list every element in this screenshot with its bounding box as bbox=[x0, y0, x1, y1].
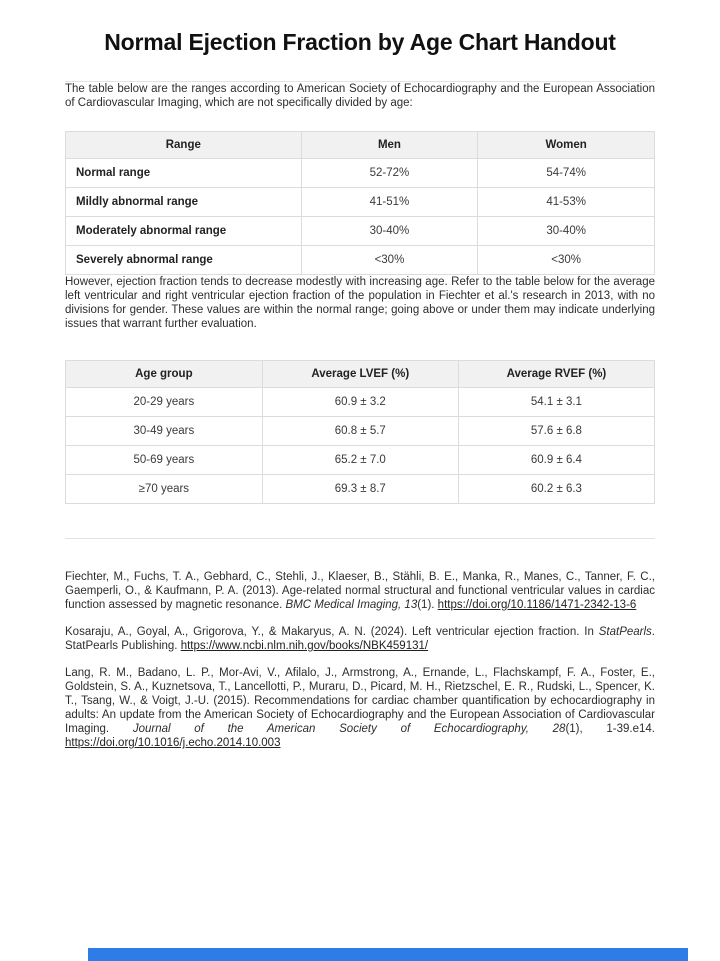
table-row bbox=[66, 217, 655, 246]
reference-link[interactable]: https://www.ncbi.nlm.nih.gov/books/NBK459131/ bbox=[180, 640, 429, 652]
row-label-cell: Normal range bbox=[66, 159, 302, 188]
page-title: Normal Ejection Fraction by Age Chart Handout bbox=[104, 29, 616, 55]
ef-by-age-table bbox=[65, 360, 655, 504]
table-row bbox=[66, 188, 655, 217]
column-header: Age group bbox=[66, 361, 263, 388]
reference-link[interactable]: https://doi.org/10.1186/1471-2342-13-6 bbox=[437, 599, 637, 611]
value-cell: 41-51% bbox=[301, 188, 478, 217]
row-label-cell: Mildly abnormal range bbox=[66, 188, 302, 217]
value-cell: 41-53% bbox=[478, 188, 655, 217]
value-cell: 57.6 ± 6.8 bbox=[458, 417, 654, 446]
column-header: Average RVEF (%) bbox=[458, 361, 654, 388]
reference-italic-text: BMC Medical Imaging, 13 bbox=[285, 599, 418, 611]
value-cell: 60.9 ± 6.4 bbox=[458, 446, 654, 475]
reference-text: (1). bbox=[417, 599, 438, 611]
reference-text: Kosaraju, A., Goyal, A., Grigorova, Y., & Makaryus, A. N. (2024). Left ventricular ejection fraction. In bbox=[65, 626, 599, 638]
table-row bbox=[66, 475, 655, 504]
table-row bbox=[66, 246, 655, 275]
value-cell: 60.9 ± 3.2 bbox=[262, 388, 458, 417]
document-page bbox=[0, 28, 720, 750]
reference-italic-text: StatPearls bbox=[598, 626, 652, 638]
reference-text: Lang, R. M., Badano, L. P., Mor-Avi, V., Afilalo, J., Armstrong, A., Ernande, L., Flachskampf, F. A., Foster, E., Goldstein, S. A., Kuznetsova, T., Lancellotti, P., Muraru, D., Picard, M. H., Rietzschel, E. R., Rudski, L., Spencer, K. T., Tsang, W., & Voigt, J.-U. (2015). Recommendations for cardiac chamber quantification by echocardiography in adults: An update from the American Society of Echocardiography and the European Association of Cardiovascular Imaging. bbox=[65, 667, 655, 735]
row-label-cell: Moderately abnormal range bbox=[66, 217, 302, 246]
reference-text: . StatPearls Publishing. bbox=[65, 626, 655, 652]
table-row bbox=[66, 446, 655, 475]
column-header: Range bbox=[66, 132, 302, 159]
intro-paragraph: The table below are the ranges according to American Society of Echocardiography and the European Association of Cardiovascular Imaging, which are not specifically divided by age: bbox=[65, 83, 655, 109]
value-cell: 30-40% bbox=[301, 217, 478, 246]
header-row bbox=[66, 132, 655, 159]
column-header: Men bbox=[301, 132, 478, 159]
references-divider bbox=[65, 538, 655, 539]
row-label-cell: Severely abnormal range bbox=[66, 246, 302, 275]
table-row bbox=[66, 388, 655, 417]
table-row bbox=[66, 159, 655, 188]
row-label-cell: 30-49 years bbox=[66, 417, 263, 446]
reference-italic-text: Journal of the American Society of Echocardiography, 28 bbox=[132, 723, 566, 735]
value-cell: 60.2 ± 6.3 bbox=[458, 475, 654, 504]
value-cell: 54-74% bbox=[478, 159, 655, 188]
reference-text: (1), 1-39.e14. bbox=[565, 723, 655, 735]
value-cell: 54.1 ± 3.1 bbox=[458, 388, 654, 417]
value-cell: 65.2 ± 7.0 bbox=[262, 446, 458, 475]
ef-range-table bbox=[65, 131, 655, 275]
value-cell: 52-72% bbox=[301, 159, 478, 188]
reference-entry bbox=[65, 666, 655, 750]
row-label-cell: 50-69 years bbox=[66, 446, 263, 475]
value-cell: <30% bbox=[301, 246, 478, 275]
column-header: Average LVEF (%) bbox=[262, 361, 458, 388]
reference-link[interactable]: https://doi.org/10.1016/j.echo.2014.10.003 bbox=[65, 737, 281, 749]
reference-entry bbox=[65, 625, 655, 653]
reference-text: Fiechter, M., Fuchs, T. A., Gebhard, C., Stehli, J., Klaeser, B., Stähli, B. E., Manka, R., Manes, C., Tanner, F. C., Gaemperli, O., & Kaufmann, P. A. (2013). Age-related normal structural and functional ventricular values in cardiac function assessed by magnetic resonance. bbox=[65, 571, 655, 611]
value-cell: <30% bbox=[478, 246, 655, 275]
age-trend-paragraph: However, ejection fraction tends to decrease modestly with increasing age. Refer to the table below for the average left ventricular and right ventricular ejection fraction of the population in Fiechter et al.'s research in 2013, with no divisions for gender. These values are within the normal range; going above or under them may indicate underlying issues that warrant further evaluation. bbox=[65, 276, 655, 330]
row-label-cell: 20-29 years bbox=[66, 388, 263, 417]
header-row bbox=[66, 361, 655, 388]
column-header: Women bbox=[478, 132, 655, 159]
references-section bbox=[65, 570, 655, 750]
reference-entry bbox=[65, 570, 655, 612]
row-label-cell: ≥70 years bbox=[66, 475, 263, 504]
value-cell: 30-40% bbox=[478, 217, 655, 246]
table-row bbox=[66, 417, 655, 446]
bottom-blue-bar bbox=[88, 948, 688, 961]
value-cell: 60.8 ± 5.7 bbox=[262, 417, 458, 446]
value-cell: 69.3 ± 8.7 bbox=[262, 475, 458, 504]
